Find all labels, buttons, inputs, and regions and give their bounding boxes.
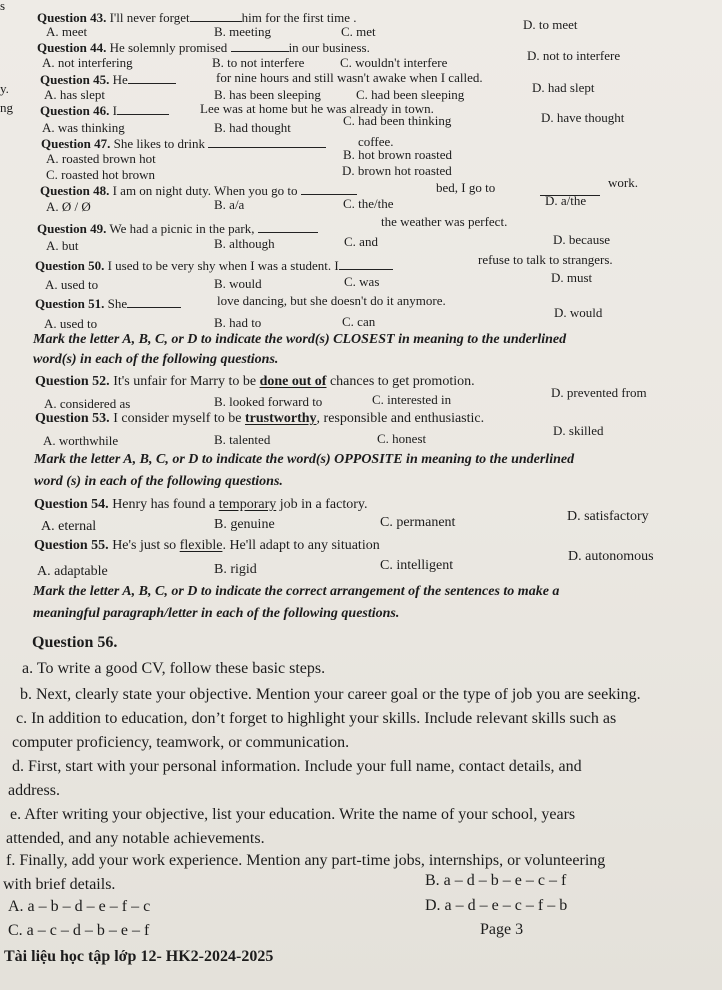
question-50-text: refuse to talk to strangers.	[478, 252, 613, 267]
option-d[interactable]: D. have thought	[541, 110, 625, 125]
option-d[interactable]: D. satisfactory	[567, 509, 649, 524]
option-b[interactable]: B. looked forward to	[214, 394, 323, 409]
option-b[interactable]: B. genuine	[214, 517, 275, 532]
sentence-a: a. To write a good CV, follow these basic steps.	[22, 660, 326, 677]
option-d[interactable]: D. prevented from	[551, 385, 647, 400]
option-c[interactable]: C. honest	[377, 431, 427, 446]
option-c[interactable]: C. had been thinking	[343, 113, 452, 128]
sentence-d: d. First, start with your personal information. Include your full name, contact details, and	[12, 758, 582, 775]
option-a[interactable]: A. used to	[45, 277, 99, 292]
sentence-e: e. After writing your objective, list your education. Write the name of your school, years	[10, 806, 576, 823]
page-number: Page 3	[480, 921, 524, 938]
question-49: Question 49. We had a picnic in the park,	[37, 221, 318, 237]
option-a[interactable]: A. has slept	[44, 87, 106, 102]
sentence-f: f. Finally, add your work experience. Mention any part-time jobs, internships, or volunteering	[6, 852, 606, 869]
question-51: Question 51. She	[35, 296, 181, 312]
option-d[interactable]: D. a – d – e – c – f – b	[425, 897, 568, 914]
question-43: Question 43. I'll never forget him for the first time .	[37, 10, 357, 25]
instruction-closest: Mark the letter A, B, C, or D to indicate the word(s) CLOSEST in meaning to the underlined	[33, 332, 567, 347]
option-b[interactable]: B. had thought	[214, 120, 291, 135]
question-47: Question 47. She likes to drink	[41, 136, 326, 152]
option-b[interactable]: B. talented	[214, 432, 271, 447]
option-a[interactable]: A. meet	[46, 24, 88, 39]
question-46-text: Lee was at home but he was already in town.	[200, 101, 434, 116]
option-a[interactable]: A. a – b – d – e – f – c	[8, 898, 151, 915]
question-47-text: coffee.	[358, 134, 394, 149]
option-d[interactable]: D. to meet	[523, 17, 578, 32]
question-48-text: bed, I go to	[436, 180, 496, 195]
option-a[interactable]: A. considered as	[44, 396, 131, 411]
question-52: Question 52. It's unfair for Marry to be done out of chances to get promotion.	[35, 374, 475, 389]
instruction-opposite-cont: word (s) in each of the following questions.	[34, 474, 283, 489]
option-a[interactable]: A. adaptable	[37, 564, 108, 579]
question-48-end: work.	[608, 175, 638, 190]
underlined-word: flexible	[179, 538, 223, 553]
question-54: Question 54. Henry has found a temporary job in a factory.	[34, 497, 368, 512]
option-d[interactable]: D. a/the	[545, 193, 587, 208]
sentence-c: c. In addition to education, don’t forget to highlight your skills. Include relevant skills such as	[16, 710, 617, 727]
underlined-word: done out of	[259, 374, 327, 389]
option-c[interactable]: C. and	[344, 234, 378, 249]
option-c[interactable]: C. met	[341, 24, 376, 39]
question-50: Question 50. I used to be very shy when I was a student. I	[35, 258, 393, 274]
option-c[interactable]: C. a – c – d – b – e – f	[8, 922, 150, 939]
option-d[interactable]: D. autonomous	[568, 549, 654, 564]
footer-text: Tài liệu học tập lớp 12- HK2-2024-2025	[4, 948, 274, 965]
question-55: Question 55. He's just so flexible. He'll adapt to any situation	[34, 538, 380, 553]
option-a[interactable]: A. roasted brown hot	[46, 151, 156, 166]
edge-mark: y.	[0, 81, 9, 96]
underlined-word: temporary	[218, 497, 277, 512]
instruction-closest-cont: word(s) in each of the following questions.	[33, 352, 279, 367]
sentence-f-cont: with brief details.	[3, 876, 116, 893]
option-c[interactable]: C. wouldn't interfere	[340, 55, 448, 70]
question-49-text: the weather was perfect.	[381, 214, 508, 229]
question-44: Question 44. He solemnly promised in our business.	[37, 40, 370, 55]
option-b[interactable]: B. rigid	[214, 562, 257, 577]
option-b[interactable]: B. to not interfere	[212, 55, 305, 70]
sentence-b: b. Next, clearly state your objective. Mention your career goal or the type of job you are seeking.	[20, 686, 641, 703]
question-53: Question 53. I consider myself to be trustworthy, responsible and enthusiastic.	[35, 411, 485, 426]
question-46: Question 46. I	[40, 103, 169, 119]
instruction-opposite: Mark the letter A, B, C, or D to indicate the word(s) OPPOSITE in meaning to the underlined	[34, 452, 575, 467]
option-d[interactable]: D. skilled	[553, 423, 604, 438]
option-d[interactable]: D. had slept	[532, 80, 595, 95]
sentence-e-cont: attended, and any notable achievements.	[6, 830, 265, 847]
option-d[interactable]: D. not to interfere	[527, 48, 621, 63]
question-48: Question 48. I am on night duty. When you go to	[40, 183, 357, 199]
option-c[interactable]: C. was	[344, 274, 380, 289]
option-a[interactable]: A. used to	[44, 316, 98, 331]
option-c[interactable]: C. permanent	[380, 515, 456, 530]
edge-mark: ng	[0, 100, 13, 115]
option-c[interactable]: C. the/the	[343, 196, 394, 211]
sentence-d-cont: address.	[8, 782, 60, 799]
underlined-word: trustworthy	[244, 411, 317, 426]
option-c[interactable]: C. interested in	[372, 392, 452, 407]
option-b[interactable]: B. although	[214, 236, 275, 251]
option-c[interactable]: C. intelligent	[380, 558, 454, 573]
option-b[interactable]: B. a/a	[214, 197, 245, 212]
option-b[interactable]: B. meeting	[214, 24, 272, 39]
question-45-text: for nine hours and still wasn't awake when I called.	[216, 70, 483, 85]
option-b[interactable]: B. had to	[214, 315, 262, 330]
option-d[interactable]: D. brown hot roasted	[342, 163, 452, 178]
edge-mark: s	[0, 0, 6, 13]
question-45: Question 45. He	[40, 72, 176, 88]
option-a[interactable]: A. eternal	[41, 519, 97, 534]
option-d[interactable]: D. because	[553, 232, 611, 247]
option-b[interactable]: B. would	[214, 276, 262, 291]
option-a[interactable]: A. not interfering	[42, 55, 133, 70]
sentence-c-cont: computer proficiency, teamwork, or communication.	[12, 734, 350, 751]
option-a[interactable]: A. but	[46, 238, 79, 253]
option-d[interactable]: D. must	[551, 270, 593, 285]
instruction-arrangement: Mark the letter A, B, C, or D to indicate the correct arrangement of the sentences to make a	[33, 584, 560, 599]
option-a[interactable]: A. Ø / Ø	[46, 199, 91, 214]
option-a[interactable]: A. was thinking	[42, 120, 125, 135]
option-c[interactable]: C. roasted hot brown	[46, 167, 156, 182]
instruction-arrangement-cont: meaningful paragraph/letter in each of the following questions.	[33, 606, 400, 621]
option-b[interactable]: B. hot brown roasted	[343, 147, 453, 162]
option-b[interactable]: B. has been sleeping	[214, 87, 321, 102]
option-c[interactable]: C. had been sleeping	[356, 87, 465, 102]
option-d[interactable]: D. would	[554, 305, 603, 320]
option-a[interactable]: A. worthwhile	[43, 433, 119, 448]
question-51-text: love dancing, but she doesn't do it anymore.	[217, 293, 446, 308]
question-56-title: Question 56.	[32, 634, 118, 651]
option-c[interactable]: C. can	[342, 314, 376, 329]
option-b[interactable]: B. a – d – b – e – c – f	[425, 872, 567, 889]
